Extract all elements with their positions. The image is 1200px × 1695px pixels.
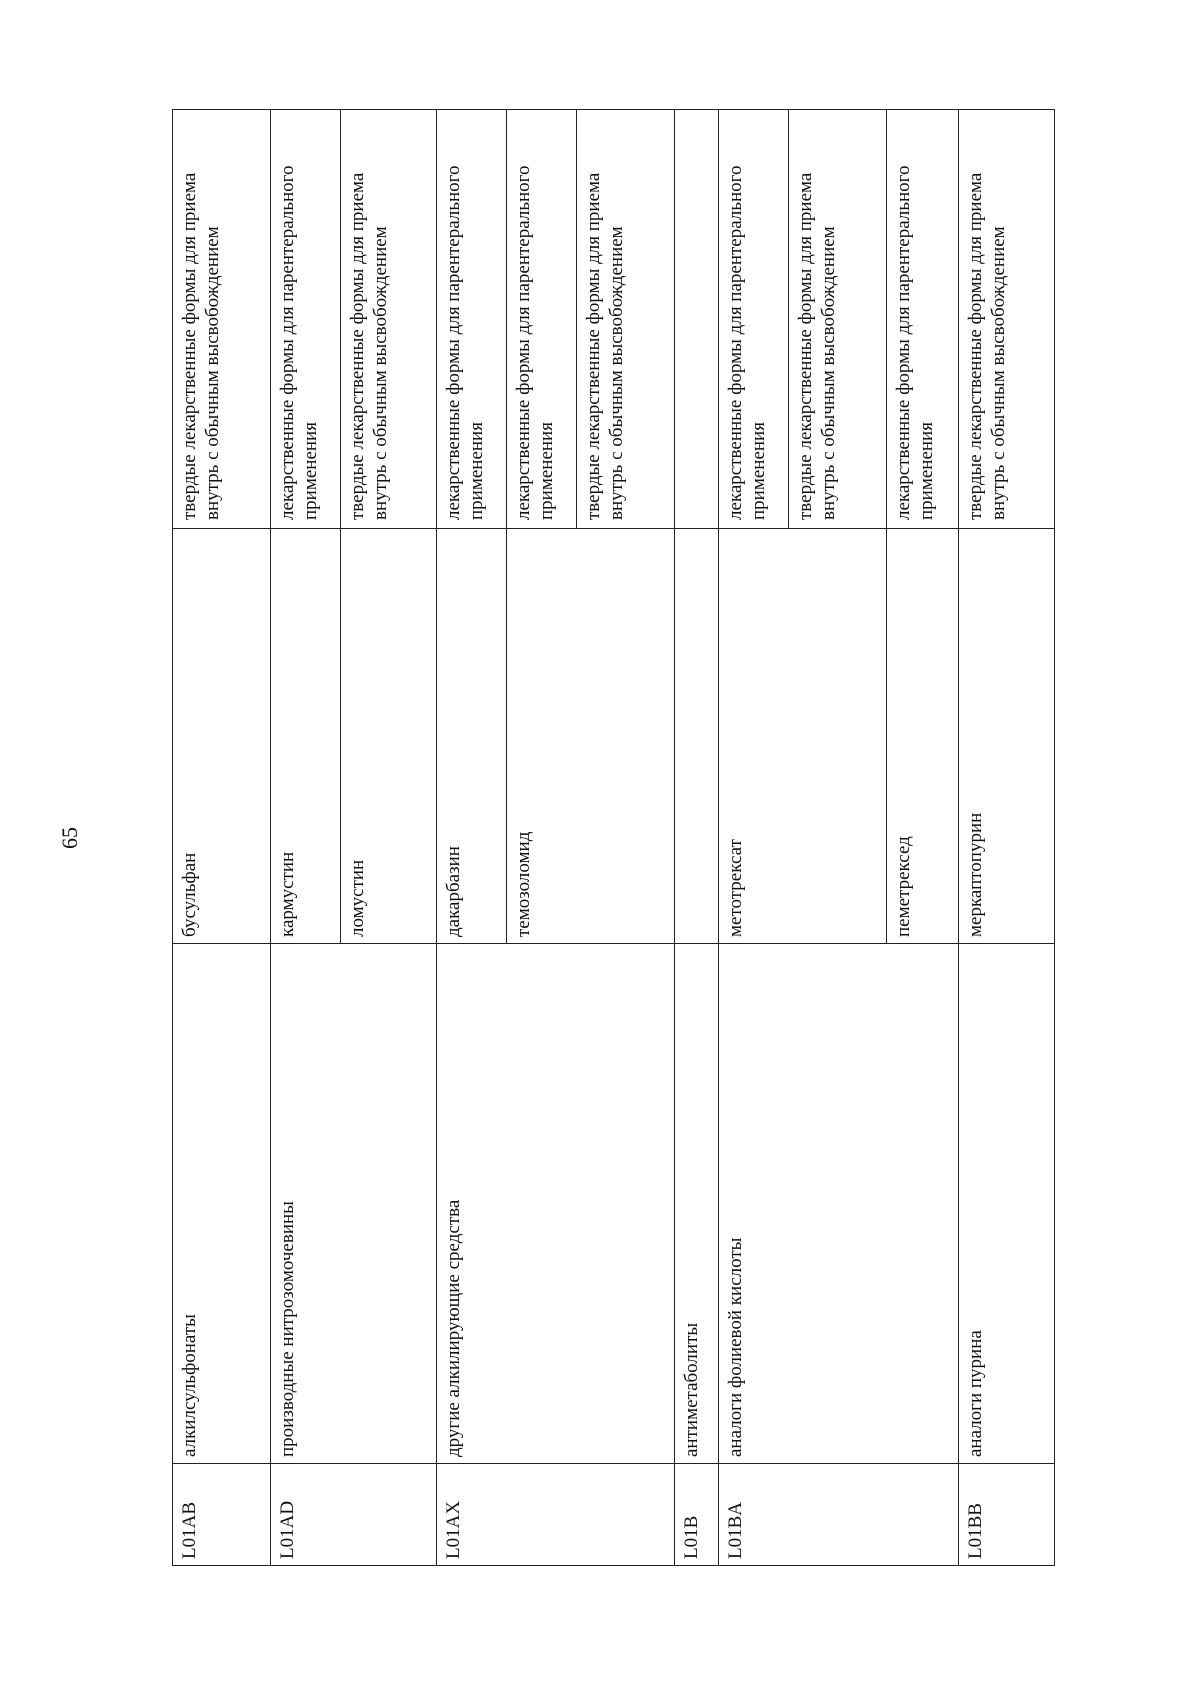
- atc-code-cell: L01BA: [719, 1464, 959, 1566]
- dosage-form-cell: твердые лекарственные формы для приема внутрь с обычным высвобождением: [173, 110, 271, 529]
- dosage-form-cell: [675, 110, 719, 529]
- inn-cell: дакарбазин: [437, 529, 507, 944]
- dosage-form-cell: лекарственные формы для парентерального применения: [507, 110, 577, 529]
- inn-cell: [675, 529, 719, 944]
- dosage-form-cell: лекарственные формы для парентерального применения: [271, 110, 341, 529]
- drug-register-table: [172, 109, 1055, 1566]
- dosage-form-cell: лекарственные формы для парентерального применения: [437, 110, 507, 529]
- group-cell: антиметаболиты: [675, 944, 719, 1464]
- table-row: [271, 110, 341, 1566]
- group-cell: аналоги пурина: [959, 944, 1055, 1464]
- dosage-form-cell: твердые лекарственные формы для приема внутрь с обычным высвобождением: [577, 110, 675, 529]
- table-row: [675, 110, 719, 1566]
- atc-code-cell: L01AB: [173, 1464, 271, 1566]
- table-row: [719, 110, 789, 1566]
- rotated-table-frame: [172, 110, 1107, 1566]
- inn-cell: кармустин: [271, 529, 341, 944]
- page-number: 65: [57, 827, 82, 849]
- dosage-form-cell: лекарственные формы для парентерального применения: [887, 110, 959, 529]
- group-cell: производные нитрозомочевины: [271, 944, 437, 1464]
- group-cell: аналоги фолиевой кислоты: [719, 944, 959, 1464]
- atc-code-cell: L01B: [675, 1464, 719, 1566]
- inn-cell: темозоломид: [507, 529, 675, 944]
- dosage-form-cell: лекарственные формы для парентерального применения: [719, 110, 789, 529]
- inn-cell: меркаптопурин: [959, 529, 1055, 944]
- atc-code-cell: L01AX: [437, 1464, 675, 1566]
- dosage-form-cell: твердые лекарственные формы для приема внутрь с обычным высвобождением: [341, 110, 437, 529]
- atc-code-cell: L01AD: [271, 1464, 437, 1566]
- inn-cell: бусульфан: [173, 529, 271, 944]
- atc-code-cell: L01BB: [959, 1464, 1055, 1566]
- inn-cell: ломустин: [341, 529, 437, 944]
- table-row: [173, 110, 271, 1566]
- group-cell: алкилсульфонаты: [173, 944, 271, 1464]
- table-row: [959, 110, 1055, 1566]
- table-row: [437, 110, 507, 1566]
- inn-cell: метотрексат: [719, 529, 887, 944]
- dosage-form-cell: твердые лекарственные формы для приема внутрь с обычным высвобождением: [789, 110, 887, 529]
- inn-cell: пеметрексед: [887, 529, 959, 944]
- dosage-form-cell: твердые лекарственные формы для приема внутрь с обычным высвобождением: [959, 110, 1055, 529]
- group-cell: другие алкилирующие средства: [437, 944, 675, 1464]
